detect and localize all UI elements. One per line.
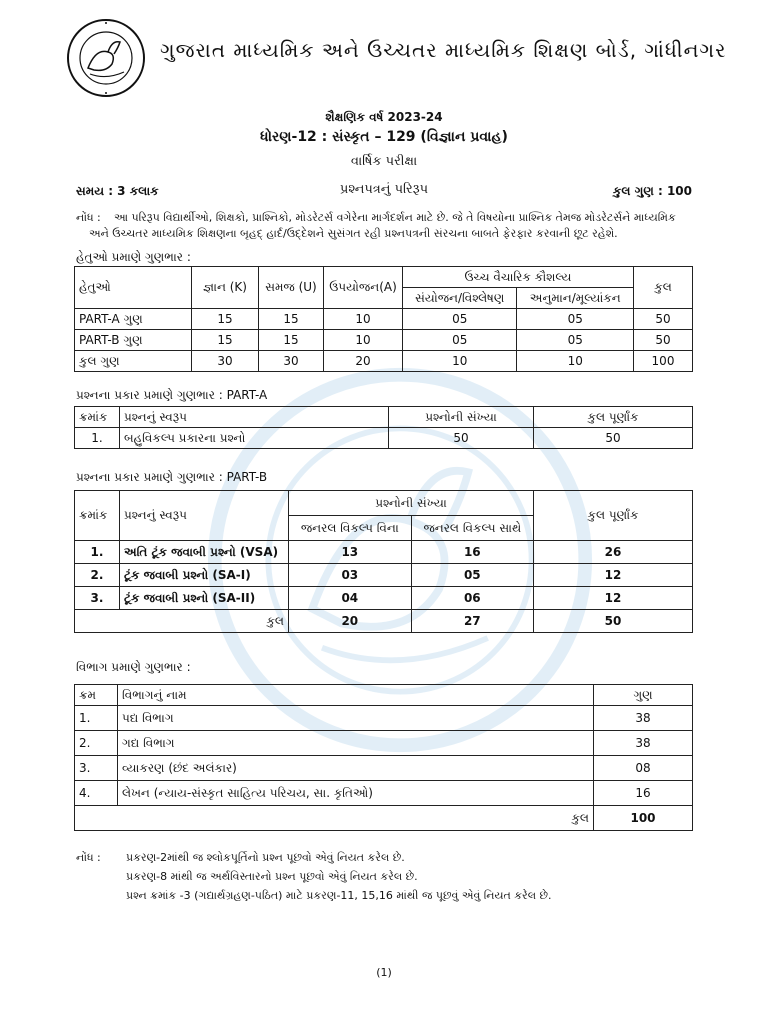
exam-type: વાર્ષિક પરીક્ષા [350, 154, 418, 169]
table-cell: પદ્ય વિભાગ [118, 706, 594, 731]
table-row [75, 428, 693, 449]
header-cell: કુલ [634, 267, 693, 309]
part-b-heading: પ્રશ્નના પ્રકાર પ્રમાણે ગુણભાર : PART-B [76, 470, 268, 484]
header-cell: ઉપયોજન(A) [324, 267, 403, 309]
table-cell: 50 [534, 428, 693, 449]
blueprint-title: પ્રશ્નપત્રનું પરિરૂપ [339, 182, 429, 197]
table-cell: 100 [634, 351, 693, 372]
intro-note-label: નોંધ : [76, 211, 101, 224]
table-total-row [75, 610, 693, 633]
table-cell: વ્યાકરણ (છંદ અલંકાર) [118, 756, 594, 781]
objectives-heading: હેતુઓ પ્રમાણે ગુણભાર : [76, 250, 191, 264]
table-cell: 15 [259, 309, 324, 330]
sections-table [74, 684, 693, 831]
table-cell: 30 [259, 351, 324, 372]
part-b-table [74, 490, 693, 633]
table-cell: 16 [594, 781, 693, 806]
table-cell: 05 [517, 309, 634, 330]
table-cell: PART-B ગુણ [75, 330, 192, 351]
part-a-heading: પ્રશ્નના પ્રકાર પ્રમાણે ગુણભાર : PART-A [76, 388, 268, 402]
table-cell: 100 [594, 806, 693, 831]
header-cell: ગુણ [594, 685, 693, 706]
intro-note-line-1: આ પરિરૂપ વિદ્યાર્થીઓ, શિક્ષકો, પ્રાશ્નિકો, મોડરેટર્સ વગેરેના માર્ગદર્શન માટે છે. જે તે વિષયોના પ્રાશ્નિક તેમજ મોડરેટર્સને માધ્યમિક [114, 211, 676, 224]
table-cell: 2. [75, 564, 120, 587]
table-cell: 16 [411, 541, 533, 564]
table-cell: 05 [517, 330, 634, 351]
table-cell: 05 [411, 564, 533, 587]
table-cell: 03 [289, 564, 412, 587]
table-cell: 20 [324, 351, 403, 372]
sub-header-cell: જનરલ વિકલ્પ વિના [289, 516, 412, 541]
table-cell: 3. [75, 756, 118, 781]
table-row [75, 351, 693, 372]
table-cell: 15 [259, 330, 324, 351]
bottom-note [76, 848, 696, 905]
header-cell: વિભાગનું નામ [118, 685, 594, 706]
table-cell: 15 [192, 330, 259, 351]
table-row [75, 564, 693, 587]
table-cell: 30 [192, 351, 259, 372]
table-cell: 26 [534, 541, 693, 564]
table-total-row [75, 806, 693, 831]
table-cell: લેખન (ન્યાય-સંસ્કૃત સાહિત્ય પરિચય, સા. કૃતિઓ) [118, 781, 594, 806]
academic-year: શૈક્ષણિક વર્ષ 2023-24 [325, 110, 443, 124]
table-cell: ટૂંક જવાબી પ્રશ્નો (SA-I) [120, 564, 289, 587]
table-row [75, 781, 693, 806]
table-cell: 38 [594, 731, 693, 756]
total-marks: કુલ ગુણ : 100 [612, 184, 692, 198]
table-cell: 12 [534, 564, 693, 587]
objectives-table [74, 266, 693, 372]
table-row [75, 706, 693, 731]
bottom-note-label: નોંધ : [76, 851, 101, 864]
intro-note-line-2: અને ઉચ્ચતર માધ્યમિક શિક્ષણના બૃહદ્ હાર્દ/ઉદ્દેશને સુસંગત રહી પ્રશ્નપત્રની સંરચના બાબતે ફેરફાર કરવાની છૂટ રહેશે. [89, 227, 618, 240]
table-cell: 12 [534, 587, 693, 610]
table-cell: 50 [634, 330, 693, 351]
header-cell: હેતુઓ [75, 267, 192, 309]
table-cell: 05 [403, 330, 517, 351]
table-cell: 50 [534, 610, 693, 633]
table-row [75, 330, 693, 351]
exam-time: સમય : 3 કલાક [76, 184, 159, 198]
table-cell: 1. [75, 428, 120, 449]
header-cell: ક્રમાંક [75, 407, 120, 428]
part-a-table [74, 406, 693, 449]
table-cell: અતિ ટૂંક જવાબી પ્રશ્નો (VSA) [120, 541, 289, 564]
bottom-note-line-1: પ્રકરણ-2માંથી જ શ્લોકપૂર્તિનો પ્રશ્ન પૂછવો એવું નિયત કરેલ છે. [126, 851, 405, 864]
table-cell: 10 [324, 330, 403, 351]
table-cell: 15 [192, 309, 259, 330]
table-cell: PART-A ગુણ [75, 309, 192, 330]
sections-heading: વિભાગ પ્રમાણે ગુણભાર : [76, 660, 191, 674]
table-cell: 50 [634, 309, 693, 330]
table-row [75, 309, 693, 330]
table-cell: 10 [517, 351, 634, 372]
table-cell: 50 [389, 428, 534, 449]
header-cell: પ્રશ્નોની સંખ્યા [289, 491, 534, 516]
table-cell: 05 [403, 309, 517, 330]
table-row [75, 587, 693, 610]
header-cell: કુલ પૂર્ણાંક [534, 407, 693, 428]
sub-header-cell: જનરલ વિકલ્પ સાથે [411, 516, 533, 541]
table-cell: 10 [324, 309, 403, 330]
bottom-note-line-2: પ્રકરણ-8 માંથી જ અર્થવિસ્તારનો પ્રશ્ન પૂછવો એવું નિયત કરેલ છે. [126, 870, 418, 883]
page-number: (1) [376, 966, 392, 979]
header-cell: જ્ઞાન (K) [192, 267, 259, 309]
board-seal-logo [66, 18, 146, 98]
table-cell: 3. [75, 587, 120, 610]
table-cell: 08 [594, 756, 693, 781]
header-cell: ક્રમ [75, 685, 118, 706]
table-row [75, 541, 693, 564]
header-cell: પ્રશ્નોની સંખ્યા [389, 407, 534, 428]
table-cell: 10 [403, 351, 517, 372]
header-cell: ઉચ્ચ વૈચારિક કૌશલ્ય [403, 267, 634, 288]
table-cell: 1. [75, 706, 118, 731]
table-cell: 38 [594, 706, 693, 731]
subject-line: ધોરણ-12 : સંસ્કૃત – 129 (વિજ્ઞાન પ્રવાહ) [260, 129, 508, 145]
intro-note [76, 210, 696, 242]
header-cell: પ્રશ્નનું સ્વરૂપ [120, 491, 289, 541]
table-row [75, 731, 693, 756]
table-cell: 20 [289, 610, 412, 633]
header-cell: સમજ (U) [259, 267, 324, 309]
total-label: કુલ [75, 610, 289, 633]
table-cell: 06 [411, 587, 533, 610]
table-cell: 13 [289, 541, 412, 564]
table-cell: કુલ ગુણ [75, 351, 192, 372]
header-cell: કુલ પૂર્ણાંક [534, 491, 693, 541]
header-cell: ક્રમાંક [75, 491, 120, 541]
table-cell: ગદ્ય વિભાગ [118, 731, 594, 756]
table-cell: 2. [75, 731, 118, 756]
bottom-note-line-3: પ્રશ્ન ક્રમાંક -3 (ગદ્યાર્થગ્રહણ-પઠિત) માટે પ્રકરણ-11, 15,16 માંથી જ પૂછવું એવું નિયત કરેલ છે. [126, 889, 552, 902]
table-cell: 04 [289, 587, 412, 610]
table-cell: 27 [411, 610, 533, 633]
table-cell: બહુવિકલ્પ પ્રકારના પ્રશ્નો [120, 428, 389, 449]
table-cell: 4. [75, 781, 118, 806]
header-cell: પ્રશ્નનું સ્વરૂપ [120, 407, 389, 428]
table-cell: ટૂંક જવાબી પ્રશ્નો (SA-II) [120, 587, 289, 610]
sub-header-cell: સંયોજન/વિશ્લેષણ [403, 288, 517, 309]
sub-header-cell: અનુમાન/મૂલ્યાંકન [517, 288, 634, 309]
total-label: કુલ [75, 806, 594, 831]
board-title: ગુજરાત માધ્યમિક અને ઉચ્ચતર માધ્યમિક શિક્ષણ બોર્ડ, ગાંધીનગર [160, 38, 727, 62]
table-row [75, 756, 693, 781]
table-cell: 1. [75, 541, 120, 564]
